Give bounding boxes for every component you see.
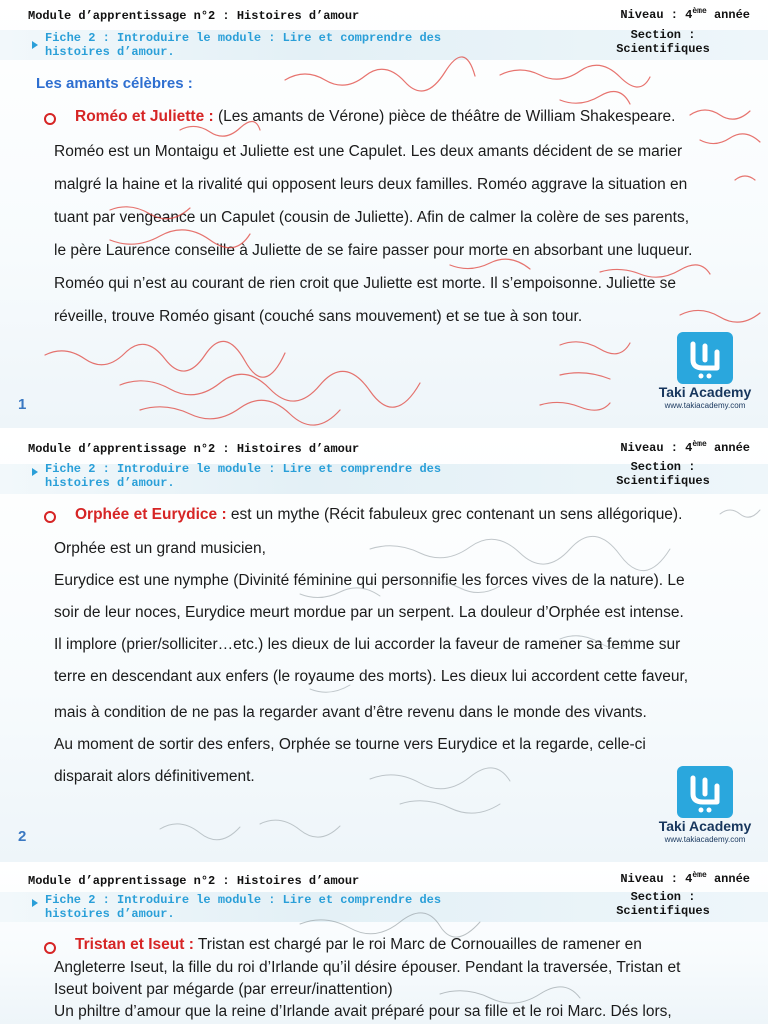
section-heading: Les amants célèbres : <box>36 75 193 92</box>
logo-mark-icon <box>677 766 733 818</box>
fiche-title: Fiche 2 : Introduire le module : Lire et comprendre des histoires d’amour. <box>45 462 442 490</box>
lead-title: Orphée et Eurydice : <box>75 506 227 523</box>
paragraph-line: terre en descendant aux enfers (le royaume des morts). Les dieux lui accordent cette faveur, <box>54 668 689 685</box>
page-number: 2 <box>18 828 27 845</box>
logo-url: www.takiacademy.com <box>664 401 746 410</box>
fiche-arrow-icon <box>32 41 38 49</box>
paragraph-lead-line <box>75 108 675 126</box>
lead-rest: (Les amants de Vérone) pièce de théâtre de William Shakespeare. <box>213 108 676 125</box>
bullet-icon <box>44 511 56 523</box>
paragraph-line: Eurydice est une nymphe (Divinité féminine qui personnifie les forces vives de la nature). Le <box>54 572 685 589</box>
lead-title: Roméo et Juliette : <box>75 108 214 125</box>
module-title: Module d’apprentissage n°2 : Histoires d’amour <box>28 9 360 23</box>
page-number: 1 <box>18 396 27 413</box>
slide-2 <box>0 434 768 862</box>
module-title: Module d’apprentissage n°2 : Histoires d’amour <box>28 874 360 888</box>
logo-url: www.takiacademy.com <box>664 835 746 844</box>
section-label: Section : Scientifiques <box>616 890 710 918</box>
paragraph-lead-line <box>75 936 642 954</box>
paragraph-line: tuant par vengeance un Capulet (cousin de Juliette). Afin de calmer la colère de ses parents, <box>54 209 690 226</box>
niveau-label: Niveau : 4ème année <box>620 871 750 886</box>
niveau-label: Niveau : 4ème année <box>620 440 750 455</box>
bullet-icon <box>44 942 56 954</box>
paragraph-line: mais à condition de ne pas la regarder avant d’être revenu dans le monde des vivants. <box>54 704 647 721</box>
paragraph-line: Un philtre d’amour que la reine d’Irlande avait préparé pour sa fille et le roi Marc. Dés lors, <box>54 1003 672 1020</box>
section-label: Section : Scientifiques <box>616 28 710 56</box>
paragraph-line: Il implore (prier/solliciter…etc.) les dieux de lui accorder la faveur de ramener sa femme sur <box>54 636 681 653</box>
fiche-title: Fiche 2 : Introduire le module : Lire et comprendre des histoires d’amour. <box>45 31 442 59</box>
logo-name: Taki Academy <box>658 818 752 834</box>
paragraph-line: Angleterre Iseut, la fille du roi d’Irlande qu’il désire épouser. Pendant la traversée, Tristan et <box>54 959 681 976</box>
paragraph-lead-line <box>75 506 682 524</box>
lead-rest: Tristan est chargé par le roi Marc de Cornouailles de ramener en <box>193 936 642 953</box>
logo-mark-icon <box>677 332 733 384</box>
paragraph-line: Au moment de sortir des enfers, Orphée se tourne vers Eurydice et la regarde, celle-ci <box>54 736 646 753</box>
paragraph-line: disparait alors définitivement. <box>54 768 255 785</box>
lead-title: Tristan et Iseut : <box>75 936 194 953</box>
lead-rest: est un mythe (Récit fabuleux grec contenant un sens allégorique). <box>226 506 683 523</box>
logo-name: Taki Academy <box>658 384 752 400</box>
paragraph-line: soir de leur noces, Eurydice meurt mordue par un serpent. La douleur d’Orphée est intense. <box>54 604 684 621</box>
paragraph-line: Roméo est un Montaigu et Juliette est une Capulet. Les deux amants décident de se marier <box>54 143 683 160</box>
fiche-arrow-icon <box>32 899 38 907</box>
paragraph-line: Iseut boivent par mégarde (par erreur/inattention) <box>54 981 393 998</box>
paragraph-line: malgré la haine et la rivalité qui opposent leurs deux familles. Roméo aggrave la situation en <box>54 176 688 193</box>
slide-1 <box>0 0 768 428</box>
paragraph-line: Orphée est un grand musicien, <box>54 540 266 557</box>
niveau-label: Niveau : 4ème année <box>620 7 750 22</box>
slide-3 <box>0 866 768 1024</box>
section-label: Section : Scientifiques <box>616 460 710 488</box>
bullet-icon <box>44 113 56 125</box>
paragraph-line: Roméo qui n’est au courant de rien croit que Juliette est morte. Il s’empoisonne. Juliette se <box>54 275 677 292</box>
fiche-arrow-icon <box>32 468 38 476</box>
module-title: Module d’apprentissage n°2 : Histoires d’amour <box>28 442 360 456</box>
paragraph-line: réveille, trouve Roméo gisant (couché sans mouvement) et se tue à son tour. <box>54 308 583 325</box>
fiche-title: Fiche 2 : Introduire le module : Lire et comprendre des histoires d’amour. <box>45 893 442 921</box>
paragraph-line: le père Laurence conseille à Juliette de se faire passer pour morte en absorbant une luqueur. <box>54 242 693 259</box>
